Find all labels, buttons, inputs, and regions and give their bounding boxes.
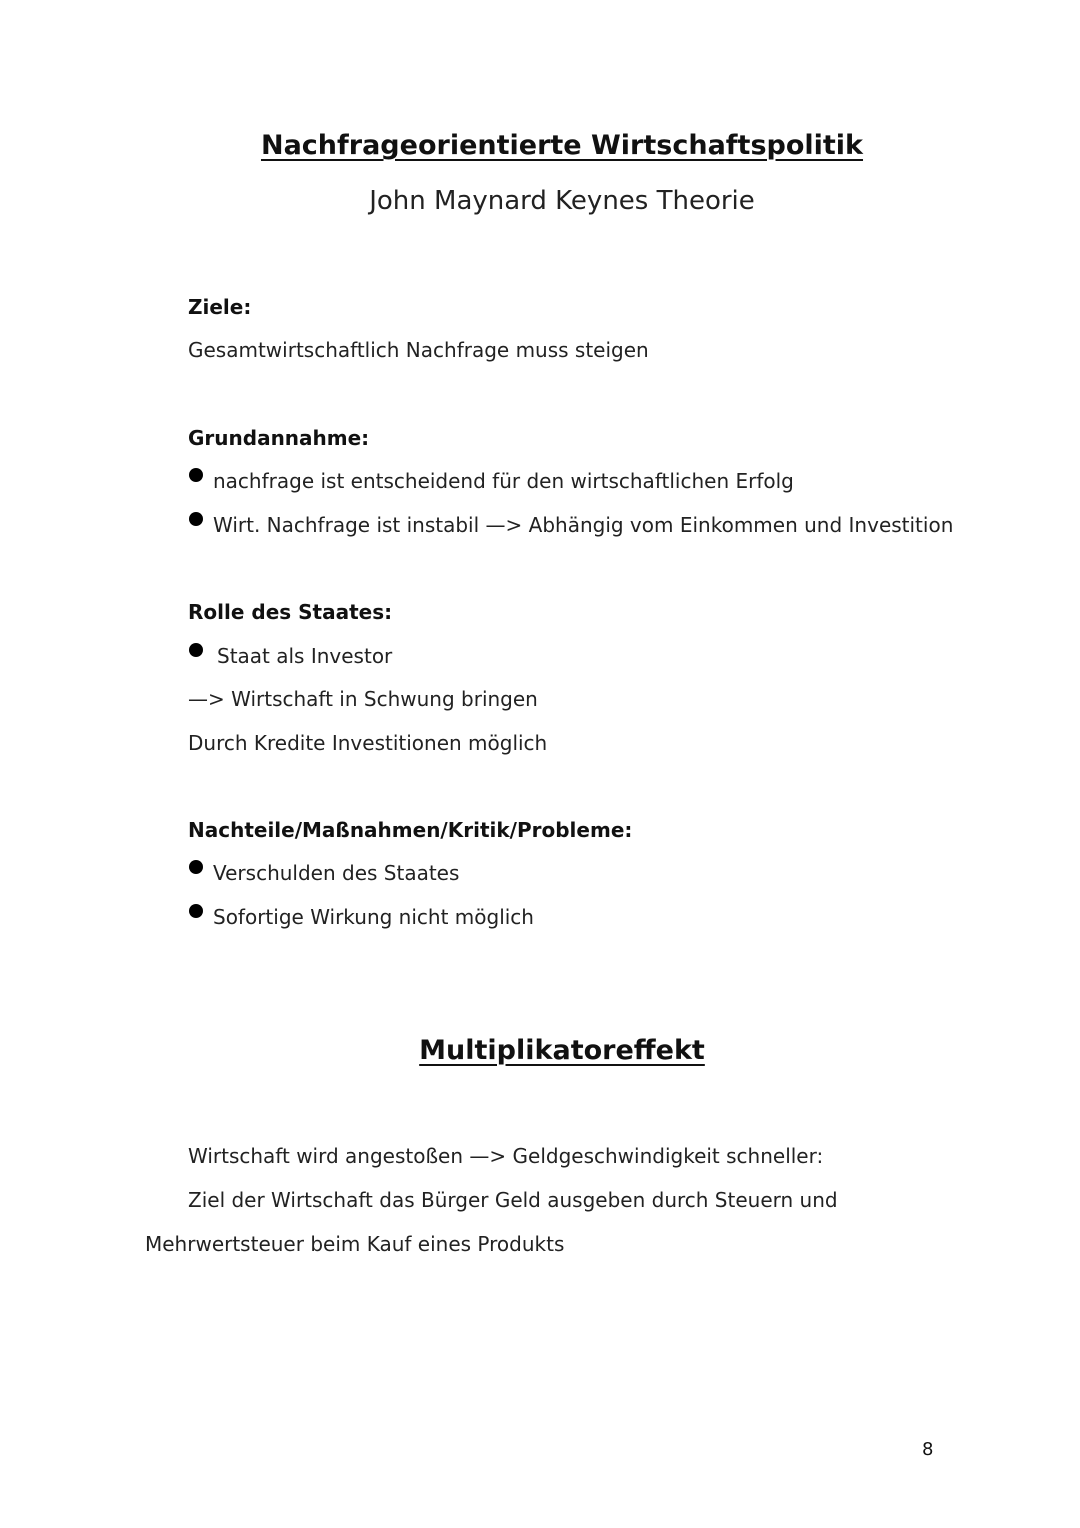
bullet-icon [189, 643, 203, 657]
page-number: 8 [922, 1439, 934, 1460]
list-item [189, 905, 534, 929]
bullet-icon [189, 860, 203, 874]
list-item-text: Wirt. Nachfrage ist instabil —> Abhängig vom Einkommen und Investition [213, 513, 954, 537]
rolle-heading: Rolle des Staates: [188, 600, 393, 624]
ziele-heading: Ziele: [188, 295, 252, 319]
list-item [189, 861, 459, 885]
list-item [189, 513, 953, 537]
rolle-line-1: —> Wirtschaft in Schwung bringen [188, 687, 538, 711]
list-item-text: Sofortige Wirkung nicht möglich [213, 905, 534, 929]
multiplikator-line-3: Mehrwertsteuer beim Kauf eines Produkts [145, 1232, 565, 1256]
list-item [189, 644, 392, 668]
page-subtitle: John Maynard Keynes Theorie [369, 186, 755, 216]
section-title: Multiplikatoreffekt [419, 1035, 705, 1066]
list-item [189, 469, 794, 493]
page-title: Nachfrageorientierte Wirtschaftspolitik [260, 130, 864, 161]
bullet-icon [189, 468, 203, 482]
grundannahme-heading: Grundannahme: [188, 426, 370, 450]
rolle-line-2: Durch Kredite Investitionen möglich [188, 731, 548, 755]
ziele-text: Gesamtwirtschaftlich Nachfrage muss steigen [188, 338, 649, 362]
bullet-icon [189, 512, 203, 526]
list-item-text: Staat als Investor [217, 644, 393, 668]
bullet-icon [189, 904, 203, 918]
multiplikator-line-2: Ziel der Wirtschaft das Bürger Geld ausgeben durch Steuern und [188, 1188, 838, 1212]
list-item-text: Verschulden des Staates [213, 861, 460, 885]
list-item-text: nachfrage ist entscheidend für den wirtschaftlichen Erfolg [213, 469, 794, 493]
multiplikator-line-1: Wirtschaft wird angestoßen —> Geldgeschwindigkeit schneller: [188, 1144, 824, 1168]
nachteile-heading: Nachteile/Maßnahmen/Kritik/Probleme: [188, 818, 633, 842]
